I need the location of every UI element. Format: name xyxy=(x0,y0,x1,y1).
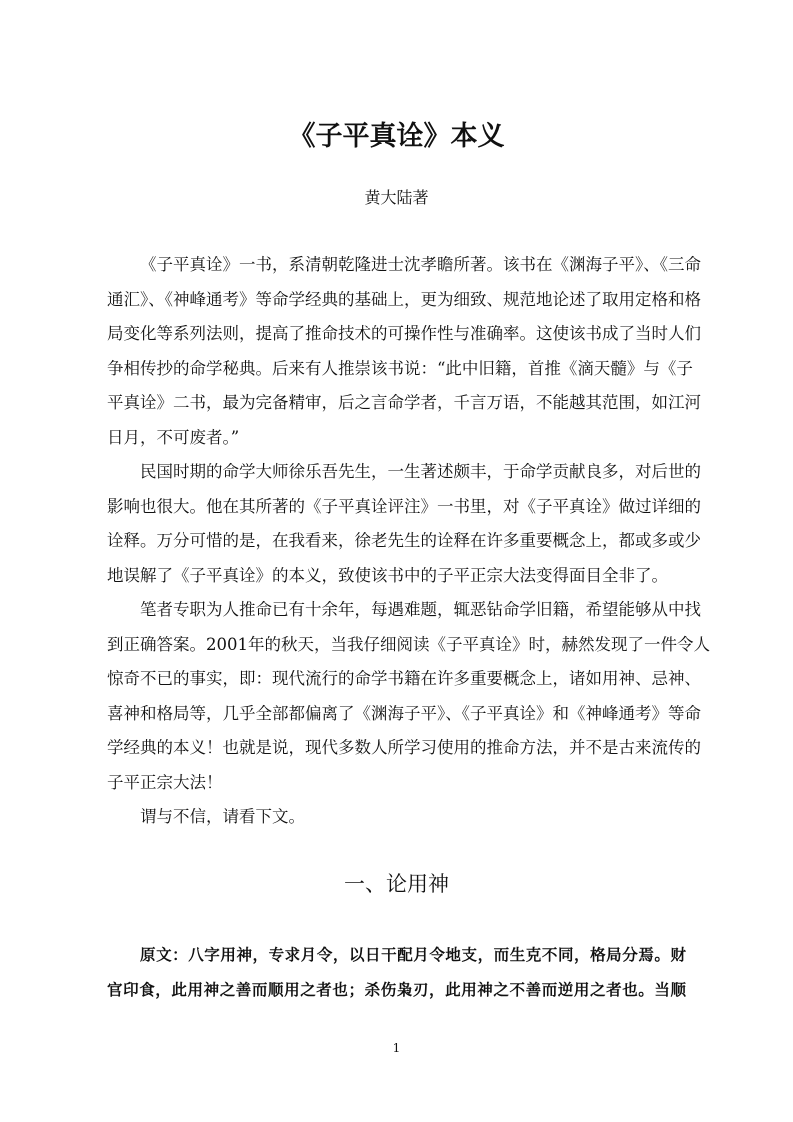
text-line: 《子平真诠》一书，系清朝乾隆进士沈孝瞻所著。该书在《渊海子平》、《三命 xyxy=(140,255,701,274)
text-line: 争相传抄的命学秘典。后来有人推崇该书说：“此中旧籍，首推《滴天髓》与《子 xyxy=(107,358,693,378)
text-line: 通汇》、《神峰通考》等命学经典的基础上，更为细致、规范地论述了取用定格和格 xyxy=(107,289,701,309)
page-number: 1 xyxy=(392,1041,401,1055)
text-line: 局变化等系列法则，提高了推命技术的可操作性与准确率。这使该书成了当时人们 xyxy=(107,324,701,343)
text-line: 到正确答案。2001年的秋天，当我仔细阅读《子平真诠》时，赫然发现了一件令人 xyxy=(107,634,710,654)
text-line: 子平正宗大法！ xyxy=(107,772,223,792)
text-line: 原文：八字用神，专求月令，以日干配月令地支，而生克不同，格局分焉。财 xyxy=(140,946,686,964)
original-text xyxy=(107,938,686,1007)
text-line: 官印食，此用神之善而顺用之者也；杀伤枭刃，此用神之不善而逆用之者也。当顺 xyxy=(107,980,686,999)
text-line: 喜神和格局等，几乎全部都偏离了《渊海子平》、《子平真诠》和《神峰通考》等命 xyxy=(107,703,701,723)
text-line: 学经典的本义！也就是说，现代多数人所学习使用的推命方法，并不是古来流传的 xyxy=(107,738,701,757)
text-line: 影响也很大。他在其所著的《子平真诠评注》一书里，对《子平真诠》做过详细的 xyxy=(107,496,701,516)
section-heading: 一、论用神 xyxy=(344,872,449,896)
text-line: 平真诠》二书，最为完备精审，后之言命学者，千言万语，不能越其范围，如江河 xyxy=(107,393,701,412)
text-line: 谓与不信，请看下文。 xyxy=(140,807,305,826)
paragraph-1 xyxy=(107,248,710,835)
text-line: 地误解了《子平真诠》的本义，致使该书中的子平正宗大法变得面目全非了。 xyxy=(107,565,668,585)
text-line: 诠释。万分可惜的是，在我看来，徐老先生的诠释在许多重要概念上，都或多或少 xyxy=(107,531,701,550)
text-line: 民国时期的命学大师徐乐吾先生，一生著述颇丰，于命学贡献良多，对后世的 xyxy=(140,462,701,481)
document-title: 《子平真诠》本义 xyxy=(288,121,505,152)
text-line: 日月，不可废者。” xyxy=(107,427,240,447)
text-line: 笔者专职为人推命已有十余年，每遇难题，辄恶钻命学旧籍，希望能够从中找 xyxy=(140,600,701,619)
text-line: 惊奇不已的事实，即：现代流行的命学书籍在许多重要概念上，诸如用神、忌神、 xyxy=(107,669,701,688)
author-line: 黄大陆著 xyxy=(364,188,429,207)
